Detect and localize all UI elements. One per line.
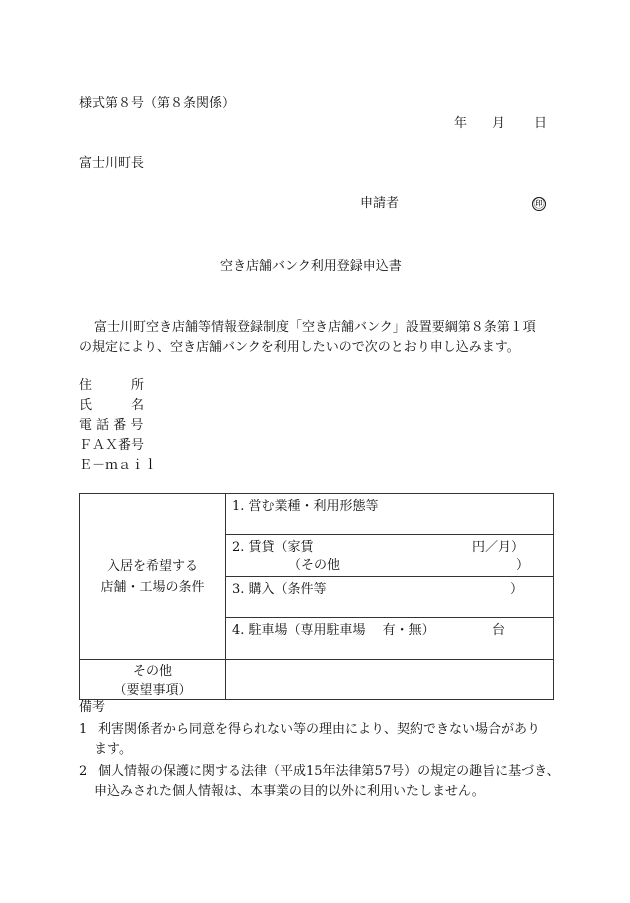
note1-number: 1 (79, 722, 88, 737)
item4-cell[interactable] (226, 618, 554, 660)
item3-text: 3. 購入（条件等 (232, 582, 327, 597)
other-label-cell (80, 660, 226, 700)
other-label-line1: その他 (132, 664, 172, 679)
item1-cell[interactable] (226, 494, 554, 535)
item4-text: 4. 駐車場（専用駐車場 有・無） (232, 623, 435, 638)
date-year-label: 年 (454, 116, 468, 131)
field-label-phone: 電 話 番 号 (79, 418, 144, 433)
date-month-label: 月 (492, 116, 506, 131)
form-number: 様式第８号（第８条関係） (79, 96, 236, 111)
field-label-address: 住 所 (79, 378, 145, 393)
body-line-2: の規定により、空き店舗バンクを利用したいので次のとおり申し込みます。 (79, 340, 520, 355)
applicant-label: 申請者 (360, 196, 400, 211)
body-line-1: 富士川町空き店舗等情報登録制度「空き店舗バンク」設置要綱第８条第１項 (94, 320, 536, 335)
date-day-label: 日 (534, 116, 548, 131)
condition-label-line2: 店舗・工場の条件 (100, 580, 205, 595)
notes-heading: 備考 (79, 700, 106, 715)
item2-cell[interactable] (226, 535, 554, 577)
other-request-cell[interactable] (226, 660, 554, 700)
note1-line1: 利害関係者から同意を得られない等の理由により、契約できない場合があり (98, 722, 541, 737)
item2-other-close: ） (516, 558, 530, 573)
note2-number: 2 (79, 764, 88, 779)
addressee: 富士川町長 (79, 156, 145, 171)
item2-rent-label: 2. 賃貸（家賃 (232, 540, 314, 555)
conditions-table (79, 493, 554, 700)
field-label-email: Ｅ－ｍａｉｌ (79, 458, 158, 473)
field-label-name: 氏 名 (79, 398, 145, 413)
field-label-fax: ＦＡＸ番号 (79, 438, 145, 453)
item4-unit: 台 (492, 623, 506, 638)
note1-line2: ます。 (94, 742, 132, 757)
seal-mark (532, 197, 546, 211)
other-label-line2: （要望事項） (113, 683, 192, 698)
item1-text: 1. 営む業種・利用形態等 (232, 499, 379, 514)
note2-line2: 申込みされた個人情報は、本事業の目的以外に利用いたしません。 (94, 784, 485, 799)
document-title: 空き店舗バンク利用登録申込書 (220, 259, 402, 274)
item2-other-label: （その他 (288, 558, 341, 573)
condition-label-cell (80, 494, 226, 660)
seal-icon: ㊞ (533, 197, 545, 210)
item3-cell[interactable] (226, 577, 554, 618)
note2-line1: 個人情報の保護に関する法律（平成15年法律第57号）の規定の趣旨に基づき、 (98, 764, 560, 779)
condition-label-line1: 入居を希望する (106, 559, 198, 574)
item2-rent-unit: 円／月） (472, 540, 525, 555)
item3-close: ） (510, 582, 524, 597)
